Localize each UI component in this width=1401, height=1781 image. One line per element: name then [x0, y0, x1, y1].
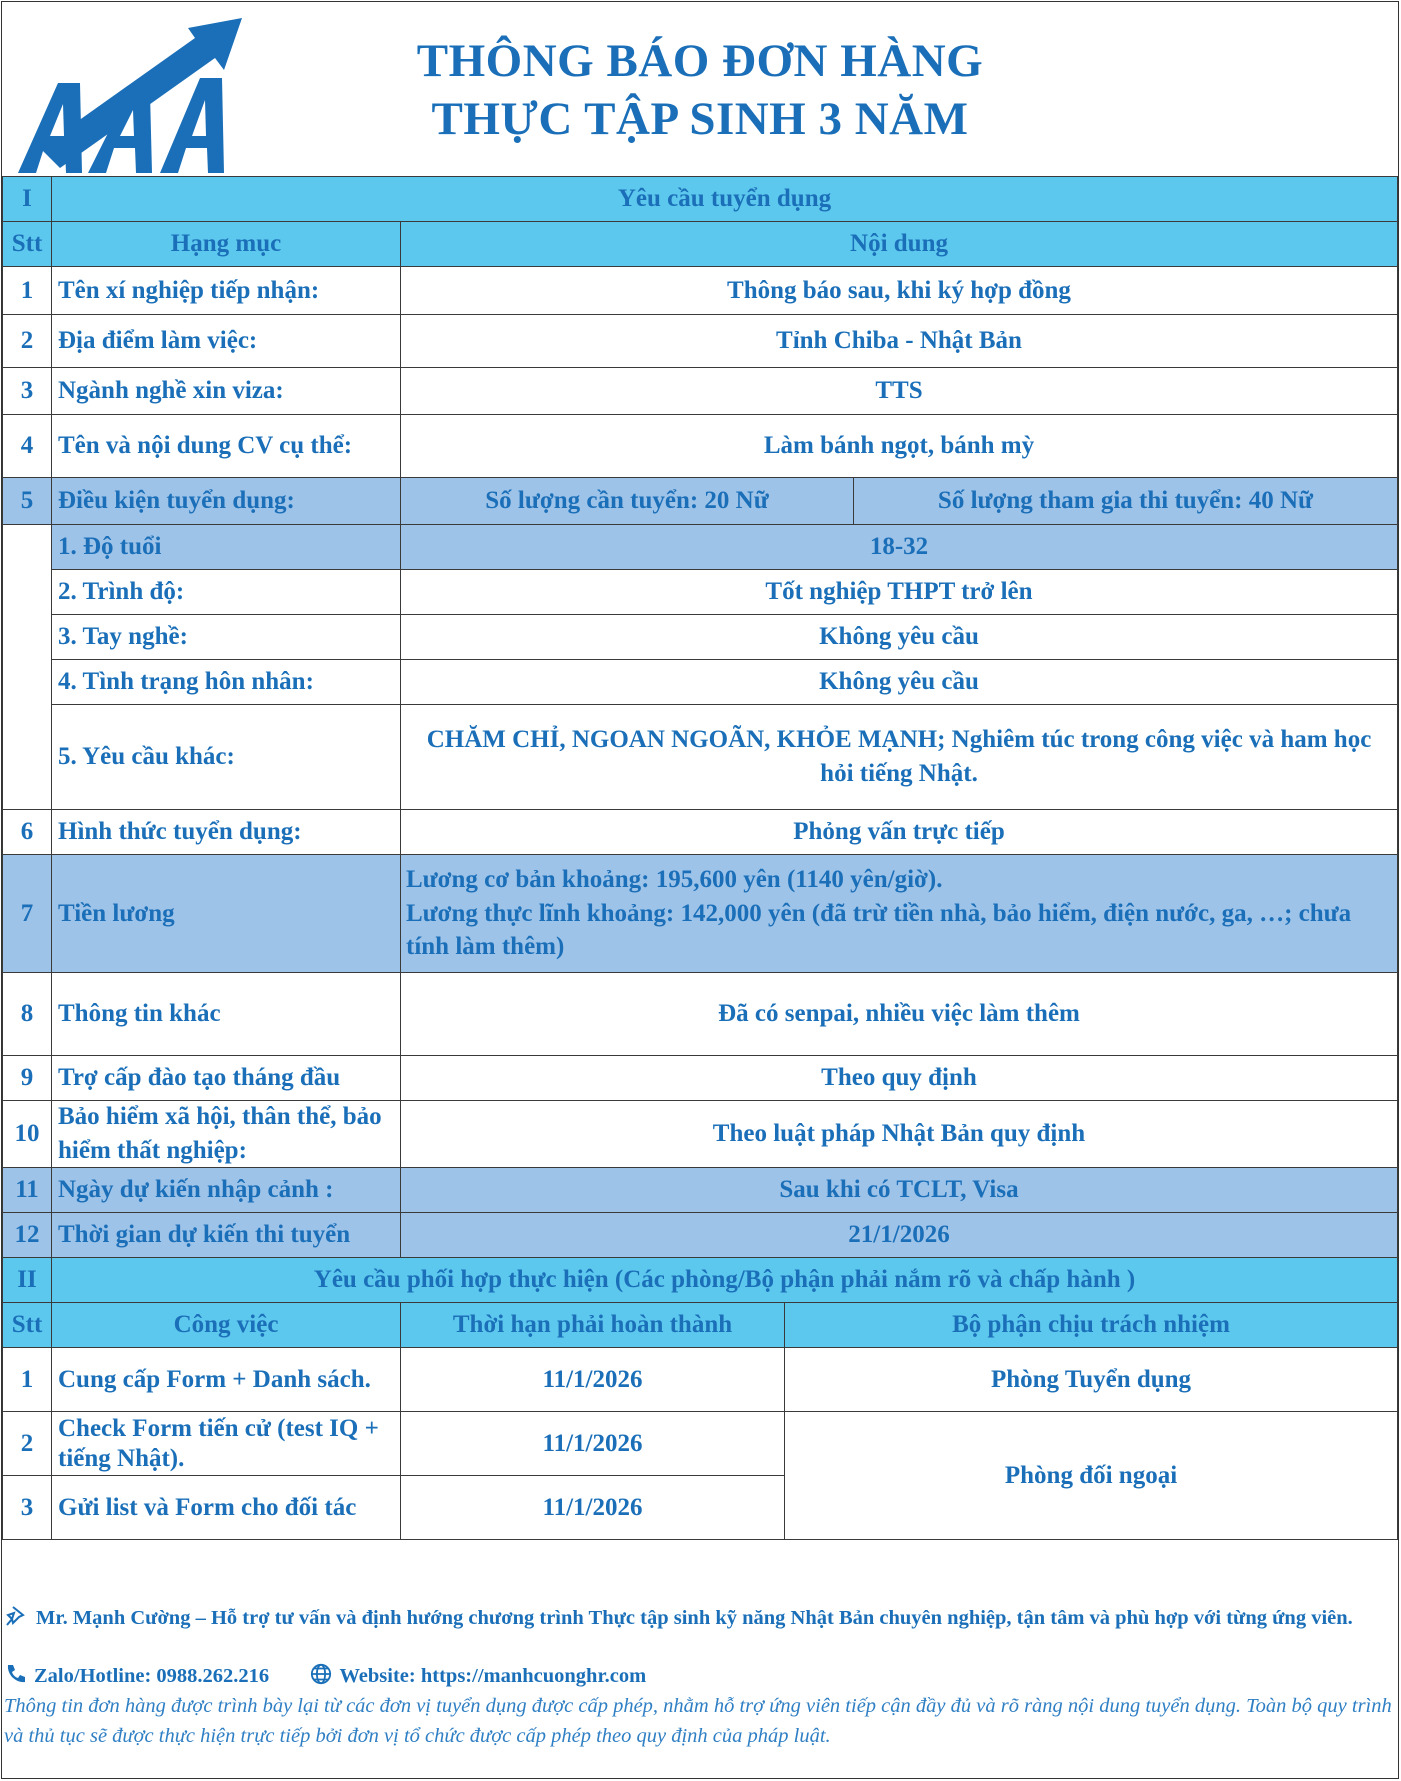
- cond4-item: 4. Tình trạng hôn nhân:: [51, 659, 401, 705]
- row6-content: Phỏng vấn trực tiếp: [400, 809, 1398, 855]
- task3-stt: 3: [2, 1475, 52, 1540]
- cond3-content: Không yêu cầu: [400, 614, 1398, 660]
- salary-net: Lương thực lĩnh khoảng: 142,000 yên (đã trừ tiền nhà, bảo hiểm, điện nước, ga, …; chưa tính làm thêm): [406, 899, 1352, 961]
- footer-contact: [4, 1662, 1396, 1695]
- cond2-content: Tốt nghiệp THPT trở lên: [400, 569, 1398, 615]
- cond2-item: 2. Trình độ:: [51, 569, 401, 615]
- row3-item: Ngành nghề xin viza:: [51, 367, 401, 415]
- s2-head-deadline: Thời hạn phải hoàn thành: [400, 1302, 785, 1348]
- row9-item: Trợ cấp đào tạo tháng đầu: [51, 1055, 401, 1101]
- row8-stt: 8: [2, 972, 52, 1056]
- row12-item: Thời gian dự kiến thi tuyển: [51, 1212, 401, 1258]
- row1-stt: 1: [2, 266, 52, 315]
- row2-item: Địa điểm làm việc:: [51, 314, 401, 368]
- pushpin-icon: [4, 1605, 30, 1637]
- title-line-1: THÔNG BÁO ĐƠN HÀNG: [416, 35, 984, 87]
- row5-stt: 5: [2, 477, 52, 525]
- row3-content: TTS: [400, 367, 1398, 415]
- cond5-content: CHĂM CHỈ, NGOAN NGOÃN, KHỎE MẠNH; Nghiêm túc trong công việc và ham học hỏi tiếng Nhật.: [400, 704, 1398, 810]
- row6-item: Hình thức tuyển dụng:: [51, 809, 401, 855]
- row4-content: Làm bánh ngọt, bánh mỳ: [400, 414, 1398, 478]
- salary-basic: Lương cơ bản khoảng: 195,600 yên (1140 yên/giờ).: [406, 865, 943, 893]
- row1-content: Thông báo sau, khi ký hợp đồng: [400, 266, 1398, 315]
- row7-item: Tiền lương: [51, 854, 401, 973]
- footer-intro: Mr. Mạnh Cường – Hỗ trợ tư vấn và định hướng chương trình Thực tập sinh kỹ năng Nhật Bản chuyên nghiệp, tận tâm và phù hợp với từng ứng viên.: [36, 1607, 1353, 1629]
- phone-icon: [4, 1663, 28, 1695]
- cond5-item: 5. Yêu cầu khác:: [51, 704, 401, 810]
- task1-stt: 1: [2, 1347, 52, 1412]
- title-line-2: THỰC TẬP SINH 3 NĂM: [431, 93, 969, 145]
- row2-stt: 2: [2, 314, 52, 368]
- task3-name: Gửi list và Form cho đối tác: [51, 1475, 401, 1540]
- cond1-content: 18-32: [400, 524, 1398, 570]
- s2-head-stt: Stt: [2, 1302, 52, 1348]
- row7-stt: 7: [2, 854, 52, 973]
- row11-item: Ngày dự kiến nhập cảnh :: [51, 1167, 401, 1213]
- footer-intro-block: [4, 1604, 1396, 1637]
- row5-need: Số lượng cần tuyển: 20 Nữ: [400, 477, 854, 525]
- row5-item: Điều kiện tuyển dụng:: [51, 477, 401, 525]
- cond4-content: Không yêu cầu: [400, 659, 1398, 705]
- footer-disclaimer: Thông tin đơn hàng được trình bày lại từ các đơn vị tuyển dụng được cấp phép, nhằm hỗ trợ ứng viên tiếp cận đầy đủ và rõ ràng nội dung tuyển dụng. Toàn bộ quy trình và thủ tục sẽ được thực hiện trực tiếp bởi đơn vị tổ chức được cấp phép theo quy định của pháp luật.: [4, 1695, 1392, 1747]
- row3-stt: 3: [2, 367, 52, 415]
- footer-hotline[interactable]: Zalo/Hotline: 0988.262.216: [34, 1665, 270, 1687]
- row4-item: Tên và nội dung CV cụ thể:: [51, 414, 401, 478]
- task2-stt: 2: [2, 1411, 52, 1476]
- row12-stt: 12: [2, 1212, 52, 1258]
- section2-title: Yêu cầu phối hợp thực hiện (Các phòng/Bộ phận phải nắm rõ và chấp hành ): [51, 1257, 1398, 1303]
- task3-deadline: 11/1/2026: [400, 1475, 785, 1540]
- section1-no: I: [2, 176, 52, 222]
- header: [0, 0, 1401, 176]
- task1-dept: Phòng Tuyển dụng: [784, 1347, 1398, 1412]
- dept-merged: Phòng đối ngoại: [784, 1411, 1398, 1540]
- s2-head-dept: Bộ phận chịu trách nhiệm: [784, 1302, 1398, 1348]
- row1-item: Tên xí nghiệp tiếp nhận:: [51, 266, 401, 315]
- row10-content: Theo luật pháp Nhật Bản quy định: [400, 1100, 1398, 1168]
- cond3-item: 3. Tay nghề:: [51, 614, 401, 660]
- row11-stt: 11: [2, 1167, 52, 1213]
- row8-item: Thông tin khác: [51, 972, 401, 1056]
- row5-join: Số lượng tham gia thi tuyển: 40 Nữ: [853, 477, 1398, 525]
- row12-content: 21/1/2026: [400, 1212, 1398, 1258]
- row10-item: Bảo hiểm xã hội, thân thể, bảo hiểm thất nghiệp:: [51, 1100, 401, 1168]
- section1-title: Yêu cầu tuyển dụng: [51, 176, 1398, 222]
- row7-content: [400, 854, 1398, 973]
- task2-name: Check Form tiến cử (test IQ + tiếng Nhật).: [51, 1411, 401, 1476]
- s2-head-task: Công việc: [51, 1302, 401, 1348]
- conditions-stt-blank: [2, 524, 52, 810]
- task1-name: Cung cấp Form + Danh sách.: [51, 1347, 401, 1412]
- section2-no: II: [2, 1257, 52, 1303]
- row10-stt: 10: [2, 1100, 52, 1168]
- col-head-stt: Stt: [2, 221, 52, 267]
- col-head-content: Nội dung: [400, 221, 1398, 267]
- row11-content: Sau khi có TCLT, Visa: [400, 1167, 1398, 1213]
- row9-content: Theo quy định: [400, 1055, 1398, 1101]
- row6-stt: 6: [2, 809, 52, 855]
- cond1-item: 1. Độ tuổi: [51, 524, 401, 570]
- globe-icon: [309, 1663, 333, 1695]
- row2-content: Tỉnh Chiba - Nhật Bản: [400, 314, 1398, 368]
- row8-content: Đã có senpai, nhiều việc làm thêm: [400, 972, 1398, 1056]
- task2-deadline: 11/1/2026: [400, 1411, 785, 1476]
- task1-deadline: 11/1/2026: [400, 1347, 785, 1412]
- row9-stt: 9: [2, 1055, 52, 1101]
- aaa-logo: [10, 8, 250, 178]
- footer-website[interactable]: Website: https://manhcuonghr.com: [339, 1665, 647, 1687]
- row4-stt: 4: [2, 414, 52, 478]
- col-head-item: Hạng mục: [51, 221, 401, 267]
